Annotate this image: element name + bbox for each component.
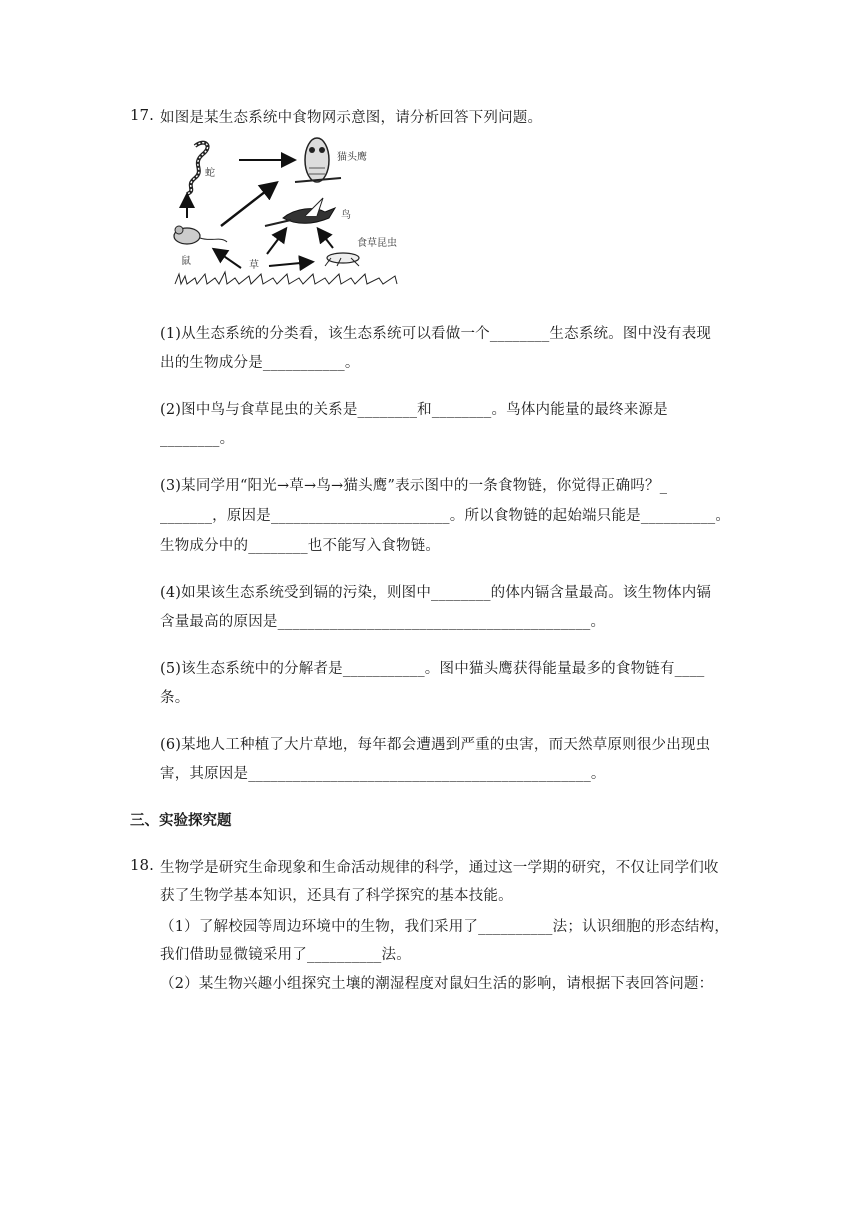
- label-insect: 食草昆虫: [357, 238, 397, 249]
- q18-line-2: 获了生物学基本知识，还具有了科学探究的基本技能。: [160, 888, 513, 904]
- q18-line-1: 生物学是研究生命现象和生命活动规律的科学，通过这一学期的研究，不仅让同学们收: [160, 860, 719, 876]
- section-3-title: 三、实验探究题: [130, 813, 232, 829]
- q17-line-1: (1)从生态系统的分类看，该生态系统可以看做一个________生态系统。图中没有表现: [160, 326, 712, 342]
- q17-line-13: 害，其原因是______________________________________________。: [160, 766, 606, 782]
- label-owl: 猫头鹰: [337, 152, 367, 163]
- mouse-drawing: [174, 226, 227, 244]
- food-web-figure: [165, 132, 405, 292]
- arrow-grass-insect: [269, 262, 311, 266]
- q17-line-7: 生物成分中的________也不能写入食物链。: [160, 538, 441, 554]
- q17-line-11: 条。: [160, 690, 190, 706]
- question-17-stem: 如图是某生态系统中食物网示意图，请分析回答下列问题。: [160, 110, 543, 126]
- q18-line-3: （1）了解校园等周边环境中的生物，我们采用了__________法；认识细胞的形态结构，: [160, 919, 730, 935]
- label-grass: 草: [249, 260, 259, 271]
- q17-line-8: (4)如果该生态系统受到镉的污染，则图中________的体内镉含量最高。该生物体内镉: [160, 585, 712, 601]
- q17-line-3: (2)图中鸟与食草昆虫的关系是________和________。鸟体内能量的最终来源是: [160, 402, 668, 418]
- q17-line-6: _______，原因是________________________。所以食物链的起始端只能是__________。: [160, 508, 731, 524]
- question-18-number: 18.: [130, 856, 154, 874]
- arrow-grass-mouse: [215, 250, 241, 268]
- owl-drawing: [295, 138, 341, 182]
- bird-drawing: [265, 198, 335, 226]
- q17-line-4: ________。: [160, 431, 235, 447]
- question-17-number: 17.: [130, 106, 154, 124]
- q17-line-2: 出的生物成分是___________。: [160, 355, 360, 371]
- label-bird: 鸟: [341, 210, 351, 221]
- arrow-insect-bird: [319, 230, 333, 248]
- grasshopper-drawing: [325, 253, 359, 266]
- q17-line-5: (3)某同学用“阳光→草→鸟→猫头鹰”表示图中的一条食物链，你觉得正确吗？_: [160, 478, 668, 494]
- q17-line-10: (5)该生态系统中的分解者是___________。图中猫头鹰获得能量最多的食物链有____: [160, 661, 705, 677]
- q18-line-4: 我们借助显微镜采用了__________法。: [160, 947, 411, 963]
- arrow-mouse-owl: [221, 184, 275, 226]
- arrow-grass-bird: [267, 230, 285, 254]
- q18-line-5: （2）某生物兴趣小组探究土壤的潮湿程度对鼠妇生活的影响，请根据下表回答问题：: [160, 976, 714, 992]
- label-snake: 蛇: [205, 168, 215, 179]
- label-mouse: 鼠: [181, 256, 191, 267]
- q17-line-9: 含量最高的原因是__________________________________________。: [160, 614, 606, 630]
- grass-drawing: [175, 272, 397, 284]
- q17-line-12: (6)某地人工种植了大片草地，每年都会遭遇到严重的虫害，而天然草原则很少出现虫: [160, 737, 711, 753]
